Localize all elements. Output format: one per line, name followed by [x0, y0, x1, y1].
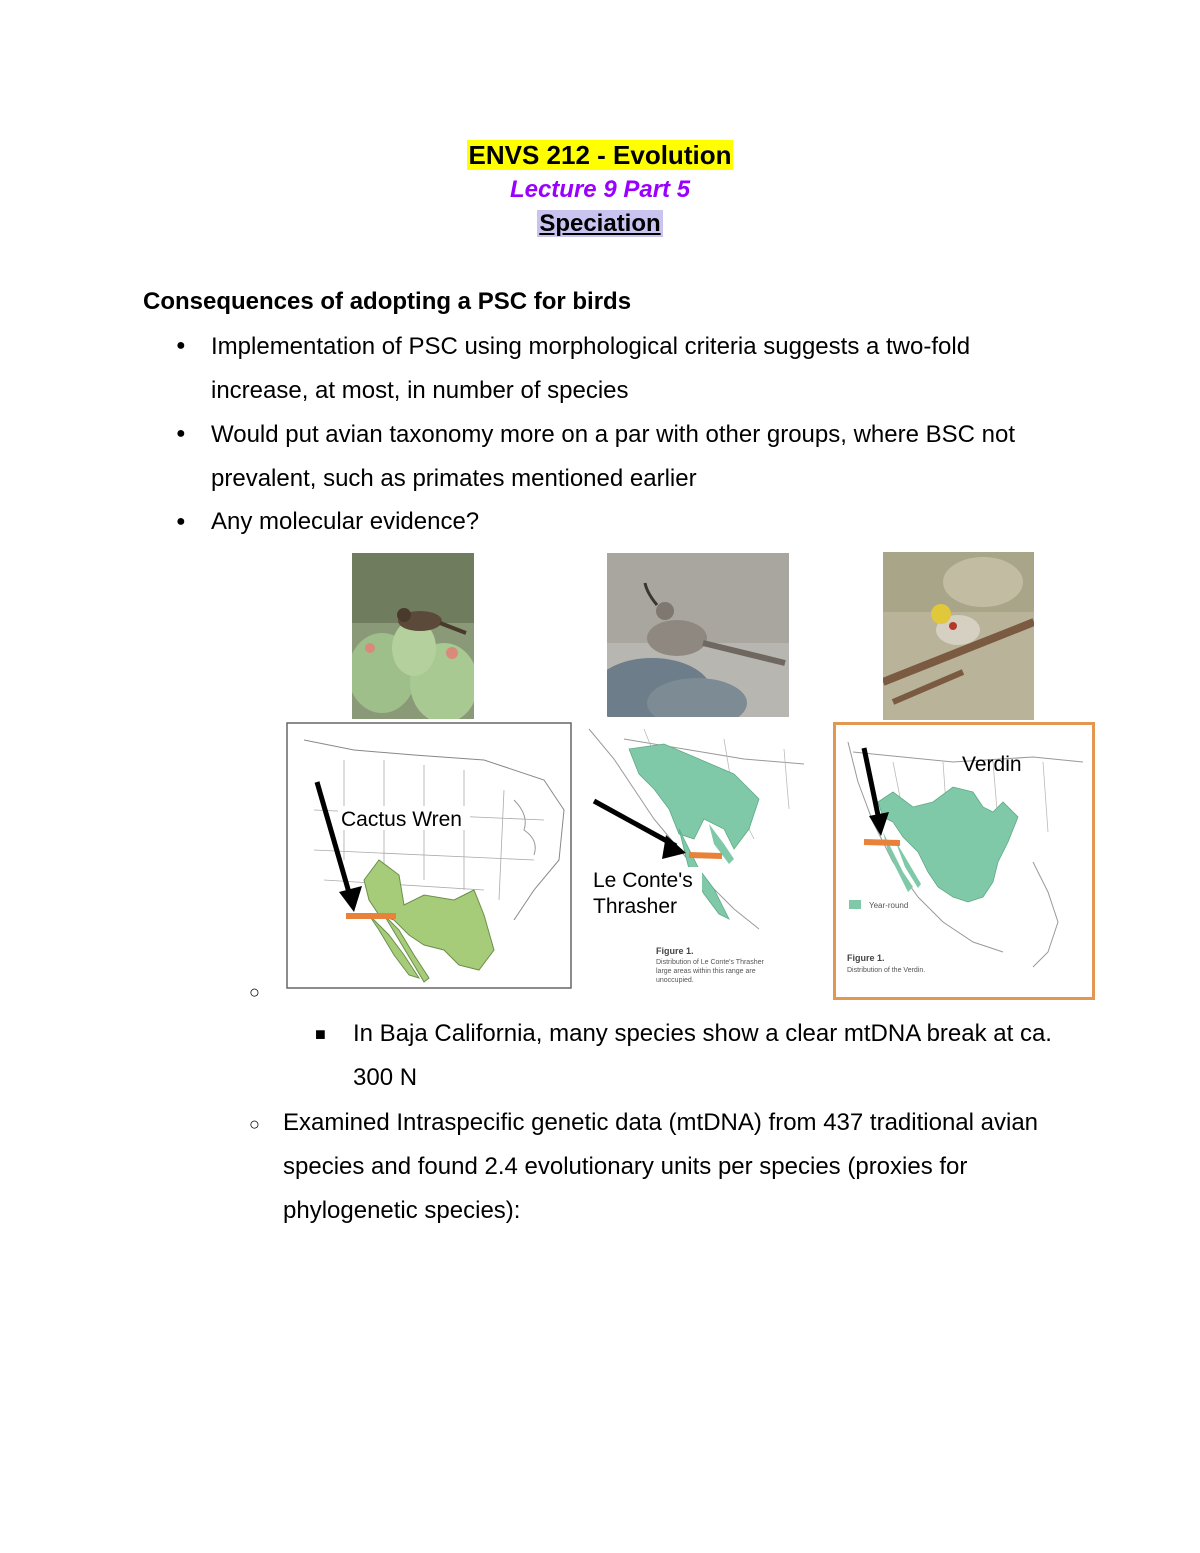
thrasher-caption-text2: large areas within this range are	[656, 968, 756, 975]
verdin-caption-title: Figure 1.	[847, 953, 885, 963]
course-title: ENVS 212 - Evolution	[468, 140, 732, 170]
topic-title: Speciation	[539, 210, 661, 237]
sub-bullet-baja: In Baja California, many species show a clear mtDNA break at ca. 300 N	[353, 1020, 1052, 1091]
bullet-item-1: Implementation of PSC using morphological criteria suggests a two-fold increase, at most, in number of species	[211, 333, 971, 404]
sub-bullet-mtdna: Examined Intraspecific genetic data (mtDNA) from 437 traditional avian species and found 2.4 evolutionary units per species (proxies for phylogenetic species):	[283, 1109, 1039, 1224]
verdin-photo	[883, 552, 1034, 720]
square-bullet-marker: ■	[315, 1024, 326, 1044]
verdin-caption-text: Distribution of the Verdin.	[847, 967, 926, 974]
thrasher-label-line2: Thrasher	[593, 895, 678, 918]
hollow-bullet-marker: ○	[249, 1114, 260, 1134]
thrasher-caption-text3: unoccupied.	[656, 977, 694, 984]
thrasher-label-line1: Le Conte's	[593, 869, 693, 892]
bullet-marker: ●	[176, 513, 186, 530]
legend-swatch	[849, 900, 861, 909]
bullet-item-3: Any molecular evidence?	[211, 508, 480, 535]
thrasher-caption-title: Figure 1.	[656, 946, 694, 956]
thrasher-caption-text1: Distribution of Le Conte's Thrasher	[656, 959, 764, 966]
lecture-subtitle: Lecture 9 Part 5	[509, 176, 691, 203]
bullet-marker: ●	[176, 337, 186, 354]
verdin-range-map	[833, 722, 1095, 1000]
le-contes-thrasher-range-map	[584, 719, 812, 991]
cactus-wren-range-map	[284, 720, 574, 996]
cactus-wren-label: Cactus Wren	[341, 808, 462, 831]
verdin-legend-label: Year-round	[869, 901, 909, 910]
hollow-bullet-marker: ○	[249, 982, 260, 1002]
le-contes-thrasher-photo	[607, 553, 789, 717]
verdin-label: Verdin	[962, 753, 1022, 776]
section-heading: Consequences of adopting a PSC for birds	[143, 288, 632, 315]
bullet-marker: ●	[176, 425, 186, 442]
cactus-wren-photo	[352, 553, 474, 719]
bullet-item-2: Would put avian taxonomy more on a par with other groups, where BSC not prevalent, such as primates mentioned earlier	[211, 421, 1015, 492]
